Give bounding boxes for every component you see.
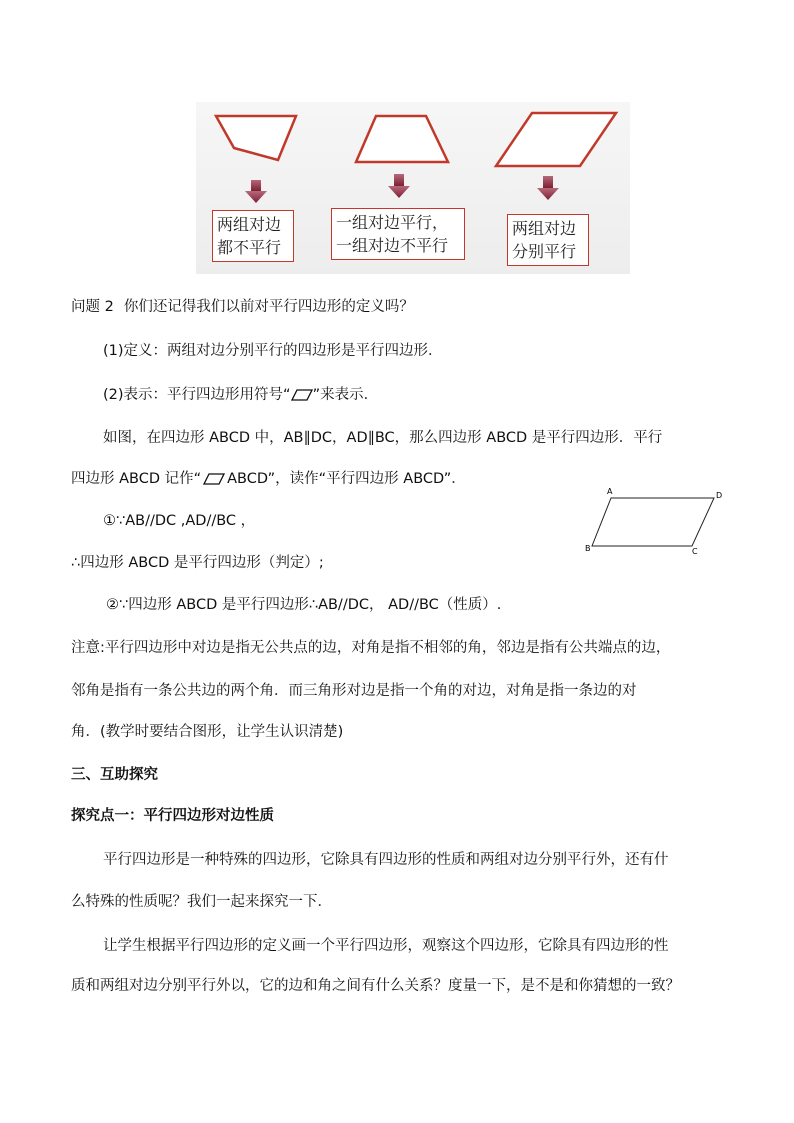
question-2 [71, 297, 414, 317]
parallelogram-abcd-diagram [582, 484, 732, 558]
notation-text-after: ”来表示． [312, 387, 379, 403]
trapezoid [356, 116, 448, 162]
label-box-no-parallel [212, 210, 294, 262]
irregular-quadrilateral [216, 116, 296, 160]
down-arrow-icon [388, 174, 410, 198]
down-arrow-icon [537, 176, 559, 200]
vertex-label-a: A [607, 487, 613, 496]
paragraph-2-line-2: 质和两组对边分别平行外以，它的边和角之间有什么关系？度量一下，是不是和你猜想的一致？ [71, 978, 680, 994]
paragraph-1-line-2: 么特殊的性质呢？我们一起来探究一下． [71, 894, 332, 910]
vertex-label-d: D [716, 491, 723, 500]
vertex-label-c: C [692, 547, 698, 556]
notation-text-before: (2)表示：平行四边形用符号“ [103, 387, 291, 403]
exploration-point-heading: 探究点一：平行四边形对边性质 [71, 808, 274, 824]
example-text-after: ABCD”，读作“平行四边形 ABCD”． [227, 471, 466, 487]
notation-line [103, 385, 378, 405]
paragraph-2-line-1: 让学生根据平行四边形的定义画一个平行四边形，观察这个四边形，它除具有四边形的性 [103, 938, 669, 954]
example-line-1: 如图，在四边形 ABCD 中，AB∥DC，AD∥BC，那么四边形 ABCD 是平行四边形．平行 [103, 430, 663, 446]
label-text: 两组对边 [512, 219, 577, 238]
label-text: 一组对边不平行 [336, 236, 449, 255]
note-line-3: 角．(教学时要结合图形，让学生认识清楚) [71, 724, 344, 740]
step-2: ∴四边形 ABCD 是平行四边形（判定）; [71, 555, 324, 571]
parallelogram [496, 113, 616, 166]
question-label: 问题 2 [71, 299, 114, 315]
label-box-one-pair-parallel [331, 208, 465, 260]
parallelogram-abcd [592, 498, 714, 546]
down-arrow-icon [245, 180, 267, 203]
parallelogram-symbol-icon [291, 389, 313, 401]
question-text: 你们还记得我们以前对平行四边形的定义吗？ [123, 299, 414, 315]
label-text: 都不平行 [217, 238, 282, 257]
example-line-2 [71, 469, 466, 489]
label-text: 分别平行 [512, 242, 577, 261]
label-text: 两组对边 [217, 215, 282, 234]
note-line-1: 注意:平行四边形中对边是指无公共点的边，对角是指不相邻的角，邻边是指有公共端点的边， [71, 640, 671, 656]
vertex-label-b: B [585, 544, 591, 553]
label-box-both-parallel [507, 214, 589, 266]
paragraph-1-line-1: 平行四边形是一种特殊的四边形，它除具有四边形的性质和两组对边分别平行外，还有什 [103, 852, 669, 868]
note-line-2: 邻角是指有一条公共边的两个角．而三角形对边是指一个角的对边，对角是指一条边的对 [71, 683, 637, 699]
example-text-before: 四边形 ABCD 记作“ [71, 471, 202, 487]
label-text: 一组对边平行， [336, 213, 449, 232]
definition-line: (1)定义：两组对边分别平行的四边形是平行四边形． [103, 343, 443, 359]
step-1: ①∵AB//DC ,AD//BC ， [103, 513, 256, 529]
section-heading: 三、互助探究 [71, 767, 158, 783]
step-3: ②∵四边形 ABCD 是平行四边形∴AB//DC， AD//BC（性质）. [106, 597, 502, 613]
parallelogram-symbol-icon [203, 473, 225, 485]
quadrilateral-comparison-figure [196, 102, 630, 274]
